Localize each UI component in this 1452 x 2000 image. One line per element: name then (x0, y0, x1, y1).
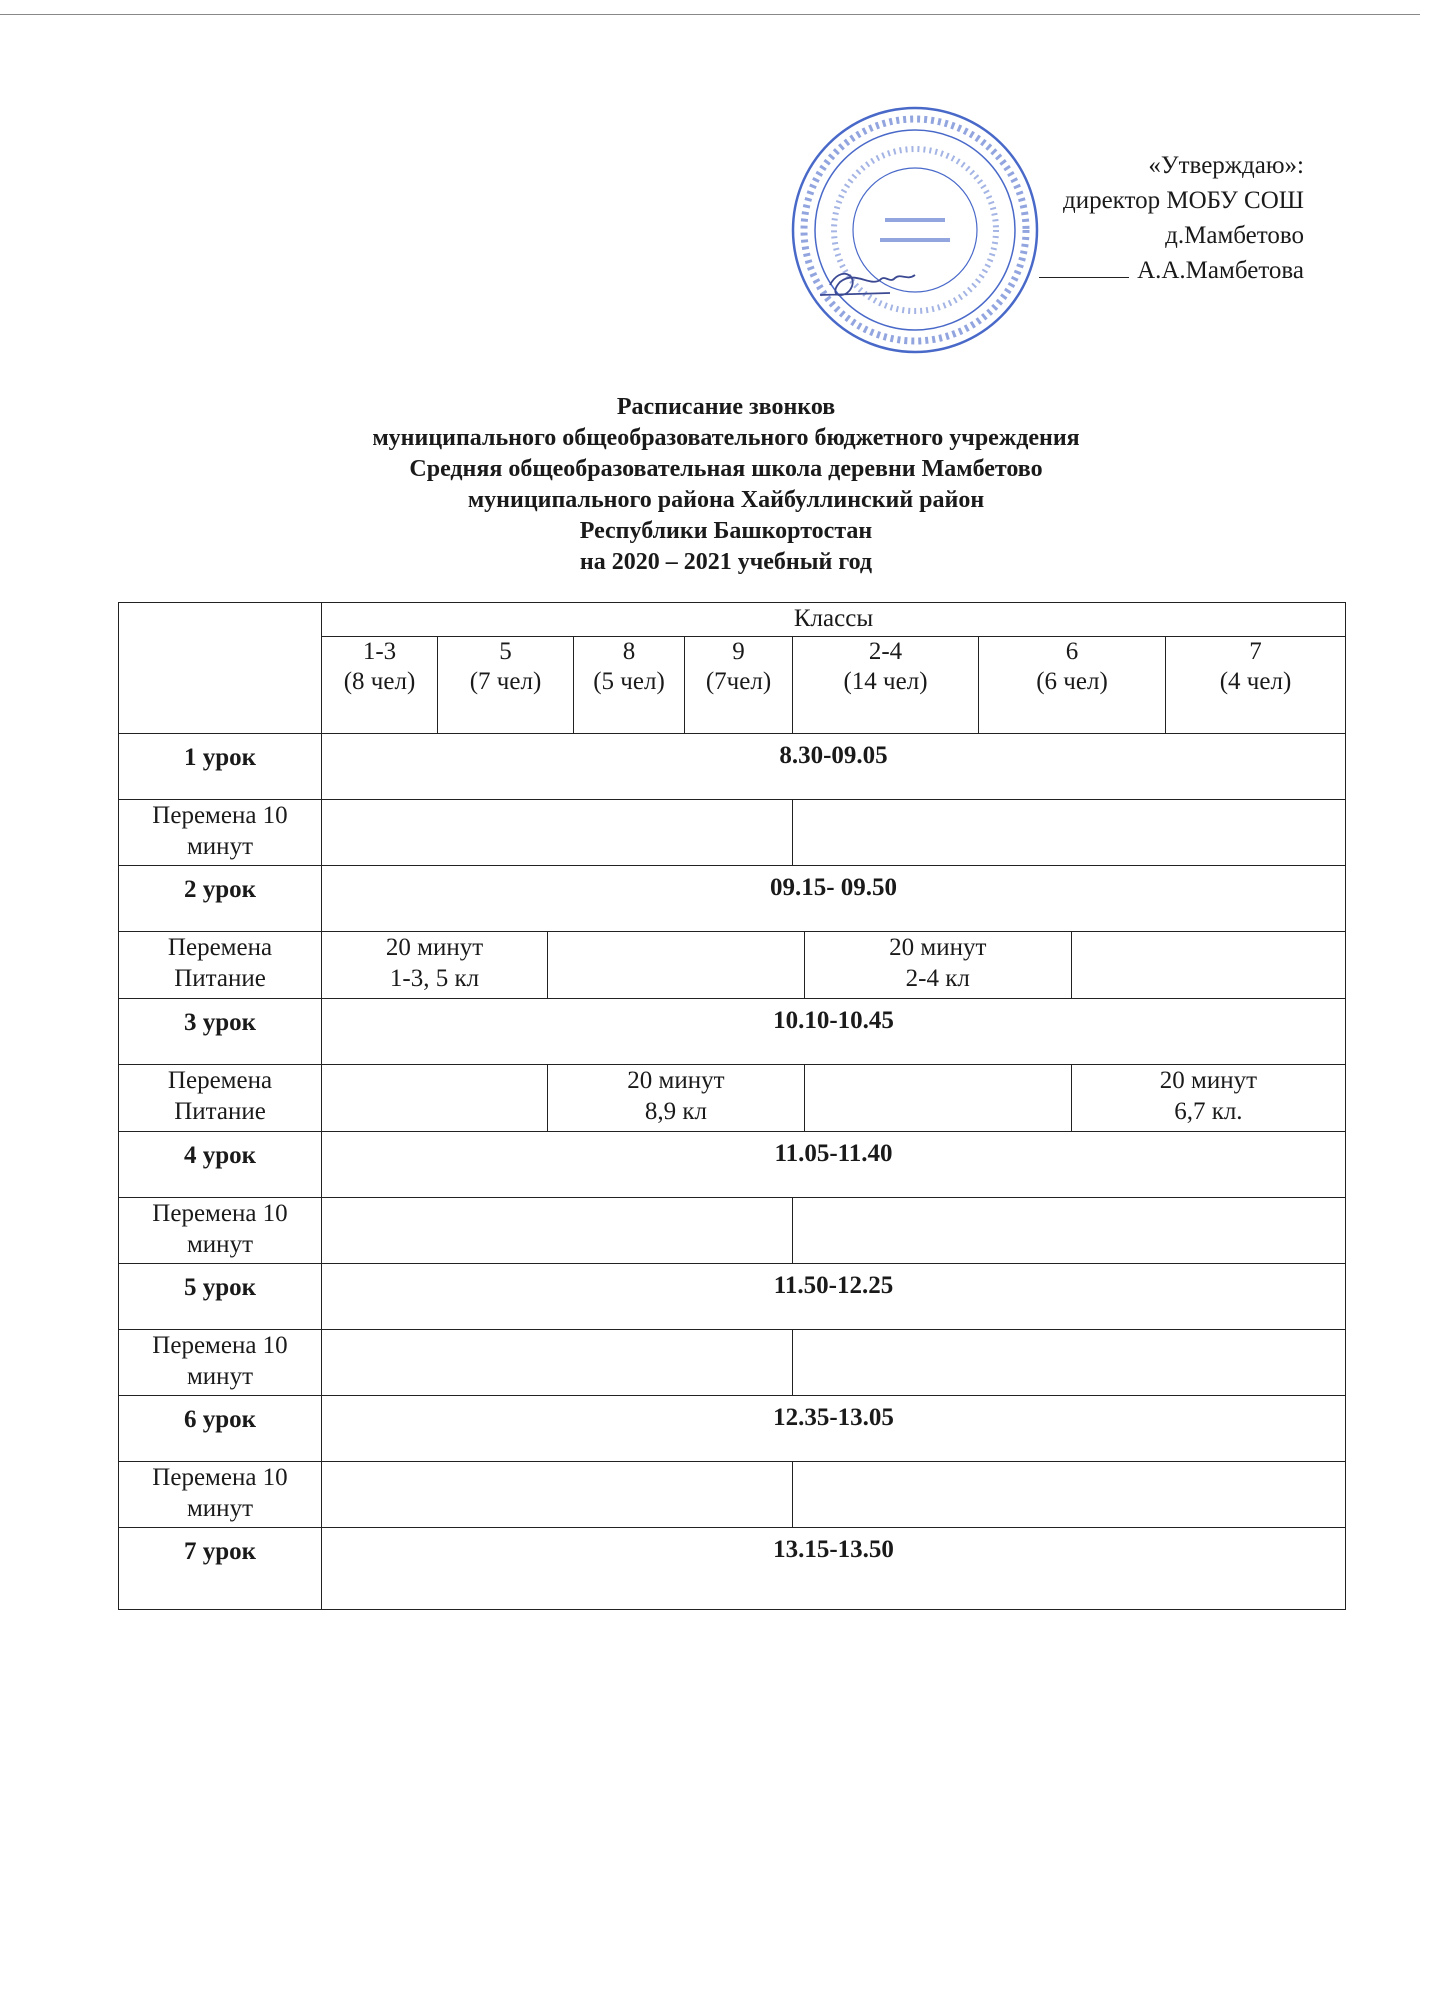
break-row (119, 1198, 1346, 1264)
lesson-label: 7 урок (119, 1528, 322, 1610)
break-row (119, 1462, 1346, 1528)
meal-break-cells (322, 932, 1346, 999)
class-column-header: 2-4 (14 чел) (793, 637, 979, 734)
meal-slot-empty (1072, 932, 1345, 998)
class-column-header: 9 (7чел) (685, 637, 793, 734)
lesson-label: 3 урок (119, 999, 322, 1065)
approval-village: д.Мамбетово (1165, 222, 1304, 249)
meal-slot-empty (322, 1065, 548, 1131)
approval-signatory: А.А.Мамбетова (1039, 253, 1304, 288)
title-line: на 2020 – 2021 учебный год (579, 549, 873, 575)
title-line: муниципального общеобразовательного бюджетного учреждения (372, 425, 1080, 451)
classes-header: Классы (322, 603, 1346, 637)
class-column-header: 1-3 (8 чел) (322, 637, 438, 734)
class-column-header: 5 (7 чел) (438, 637, 574, 734)
break-row (119, 1330, 1346, 1396)
break-cell (322, 1330, 793, 1396)
break-label: Перемена 10 минут (119, 1462, 322, 1528)
title-line: Республики Башкортостан (579, 518, 873, 544)
lesson-label: 4 урок (119, 1132, 322, 1198)
lesson-time: 10.10-10.45 (322, 999, 1346, 1065)
official-stamp (790, 100, 1040, 360)
lesson-time: 11.50-12.25 (322, 1264, 1346, 1330)
class-column-header: 7 (4 чел) (1166, 637, 1346, 734)
meal-slot-empty (548, 932, 805, 998)
lesson-row (119, 1132, 1346, 1198)
approval-block (1039, 148, 1304, 288)
lesson-row (119, 734, 1346, 800)
break-cell (322, 800, 793, 866)
scan-edge-line (0, 14, 1420, 15)
approval-position: директор МОБУ СОШ (1062, 187, 1304, 214)
class-column-header: 8 (5 чел) (574, 637, 685, 734)
break-cell (793, 800, 1346, 866)
break-cell (793, 1462, 1346, 1528)
approval-heading: «Утверждаю»: (1148, 152, 1304, 179)
lesson-time: 12.35-13.05 (322, 1396, 1346, 1462)
title-line: Расписание звонков (616, 394, 836, 420)
break-row (119, 800, 1346, 866)
lesson-label: 5 урок (119, 1264, 322, 1330)
lesson-label: 1 урок (119, 734, 322, 800)
class-column-header: 6 (6 чел) (979, 637, 1166, 734)
break-label: Перемена 10 минут (119, 1198, 322, 1264)
document-title (0, 392, 1452, 578)
break-label: Перемена 10 минут (119, 1330, 322, 1396)
lesson-row (119, 866, 1346, 932)
lesson-row (119, 1264, 1346, 1330)
meal-break-row (119, 932, 1346, 999)
break-label: Перемена 10 минут (119, 800, 322, 866)
meal-slot: 20 минут 2-4 кл (805, 932, 1072, 998)
meal-break-label: Перемена Питание (119, 1065, 322, 1132)
signature (820, 274, 915, 295)
meal-slot: 20 минут 6,7 кл. (1159, 1067, 1258, 1125)
lesson-row (119, 999, 1346, 1065)
lesson-time: 09.15- 09.50 (322, 866, 1346, 932)
bell-schedule-table (118, 602, 1346, 1610)
lesson-row (119, 1396, 1346, 1462)
header-corner (119, 603, 322, 734)
break-cell (322, 1198, 793, 1264)
lesson-time: 11.05-11.40 (322, 1132, 1346, 1198)
title-line: Средняя общеобразовательная школа деревни Мамбетово (409, 456, 1043, 482)
meal-slot: 20 минут 1-3, 5 кл (322, 932, 548, 998)
lesson-label: 2 урок (119, 866, 322, 932)
lesson-time: 8.30-09.05 (322, 734, 1346, 800)
meal-break-label: Перемена Питание (119, 932, 322, 999)
meal-slot-empty (805, 1065, 1072, 1131)
title-line: муниципального района Хайбуллинский район (467, 487, 985, 513)
lesson-row (119, 1528, 1346, 1610)
lesson-time: 13.15-13.50 (322, 1528, 1346, 1610)
lesson-label: 6 урок (119, 1396, 322, 1462)
break-cell (793, 1330, 1346, 1396)
meal-break-row (119, 1065, 1346, 1132)
break-cell (322, 1462, 793, 1528)
meal-slot: 20 минут 8,9 кл (548, 1065, 805, 1131)
break-cell (793, 1198, 1346, 1264)
meal-break-cells (322, 1065, 1346, 1132)
